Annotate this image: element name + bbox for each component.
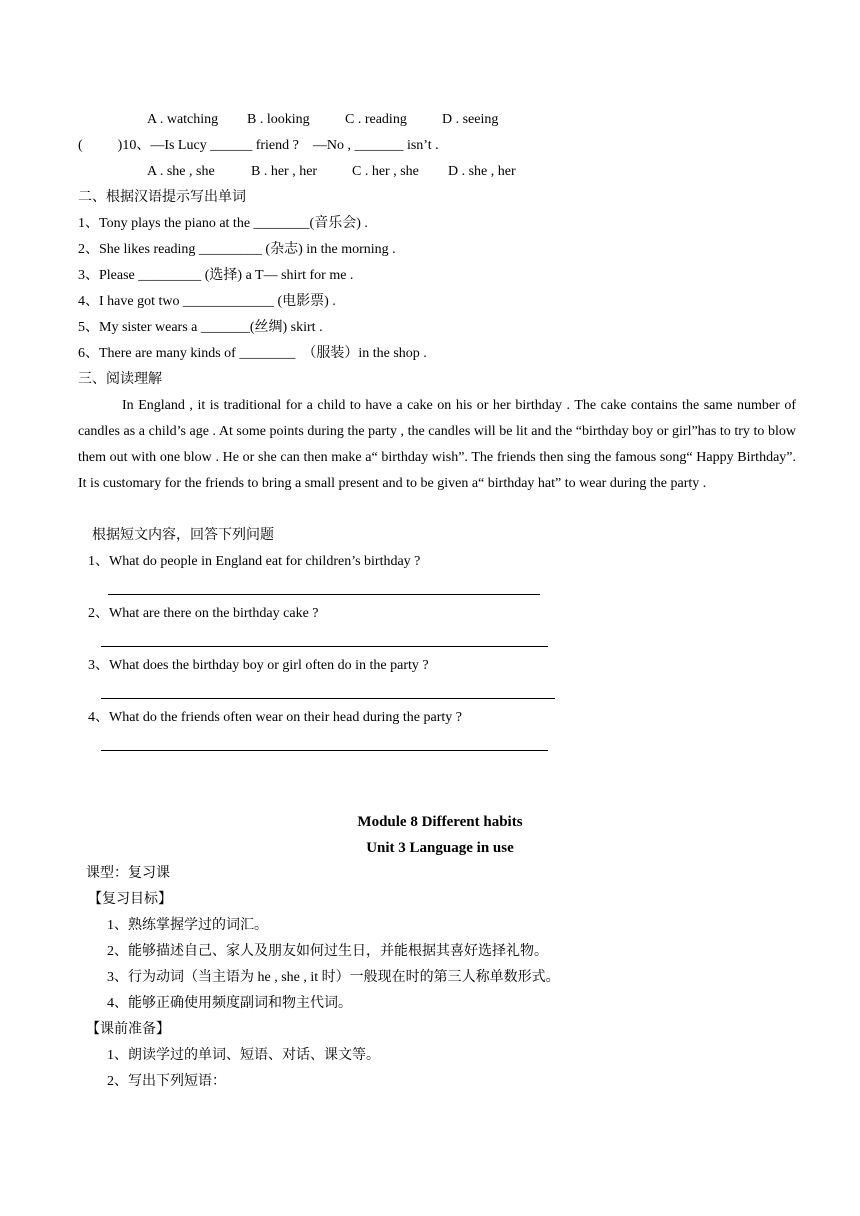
section2-item: 5、My sister wears a _______(丝绸) skirt . [78, 320, 323, 335]
q10-option-a: A . she , she [147, 164, 215, 179]
goal-item: 2、能够描述自己、家人及朋友如何过生日，并能根据其喜好选择礼物。 [107, 944, 548, 959]
lesson-type: 课型：复习课 [86, 866, 170, 881]
answer-line [101, 750, 548, 751]
section2-heading: 二、根据汉语提示写出单词 [78, 190, 246, 205]
reading-question: 4、What do the friends often wear on their head during the party ? [88, 710, 462, 725]
reading-question: 1、What do people in England eat for children’s birthday ? [88, 554, 421, 569]
section2-item: 6、There are many kinds of ________ （服装）in the shop . [78, 346, 427, 361]
goals-heading: 【复习目标】 [88, 892, 172, 907]
q10-option-b: B . her , her [251, 164, 318, 179]
section2-item: 4、I have got two _____________ (电影票) . [78, 294, 336, 309]
q10-option-d: D . she , her [448, 164, 516, 179]
section3-heading: 三、阅读理解 [78, 372, 162, 387]
goal-item: 1、熟练掌握学过的词汇。 [107, 918, 268, 933]
answer-line [101, 698, 555, 699]
module-title: Module 8 Different habits [357, 814, 523, 830]
prep-item: 1、朗读学过的单词、短语、对话、课文等。 [107, 1048, 380, 1063]
q9-option-a: A . watching [147, 112, 219, 127]
reading-question: 2、What are there on the birthday cake ? [88, 606, 319, 621]
section2-item: 2、She likes reading _________ (杂志) in the morning . [78, 242, 396, 257]
reading-instruction: 根据短文内容，回答下列问题 [92, 528, 274, 543]
goal-item: 3、行为动词（当主语为 he , she , it 时）一般现在时的第三人称单数形式。 [107, 970, 560, 985]
answer-line [108, 594, 540, 595]
section2-item: 3、Please _________ (选择) a T— shirt for me . [78, 268, 354, 283]
prep-item: 2、写出下列短语： [107, 1074, 226, 1089]
q9-option-b: B . looking [247, 112, 310, 127]
q10-option-c: C . her , she [352, 164, 419, 179]
section2-item: 1、Tony plays the piano at the ________(音乐会) . [78, 216, 368, 231]
q9-option-c: C . reading [345, 112, 407, 127]
answer-line [101, 646, 548, 647]
q10-stem: ( )10、—Is Lucy ______ friend ? —No , _______ isn’t . [78, 138, 439, 153]
prep-heading: 【课前准备】 [86, 1022, 170, 1037]
unit-title: Unit 3 Language in use [366, 840, 514, 856]
goal-item: 4、能够正确使用频度副词和物主代词。 [107, 996, 352, 1011]
q9-option-d: D . seeing [442, 112, 499, 127]
reading-passage: In England , it is traditional for a child to have a cake on his or her birthday . The cake contains the same number of candles as a child’s age . At some points during the party , the candles will be lit and the “birthday boy or girl”has to try to blow them out with one blow . He or she can then make a“ birthday wish”. The friends then sing the famous song“ Happy Birthday”. It is customary for the friends to bring a small present and to be given a“ birthday hat” to wear during the party . [78, 398, 796, 491]
reading-question: 3、What does the birthday boy or girl often do in the party ? [88, 658, 429, 673]
